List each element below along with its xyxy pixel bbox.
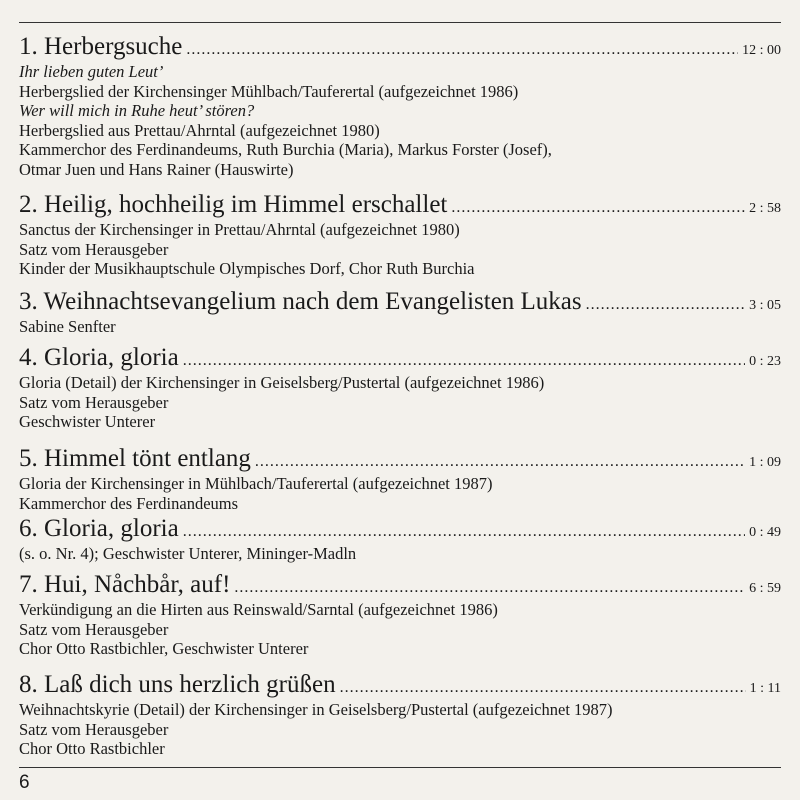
track-title-line <box>19 190 781 220</box>
track-duration: 12 : 00 <box>742 43 781 58</box>
track-1 <box>19 32 781 179</box>
track-title-line <box>19 514 781 544</box>
dot-leader <box>451 199 745 217</box>
track-title: 8. Laß dich uns herzlich grüßen <box>19 671 336 698</box>
track-detail-line: Sabine Senfter <box>19 317 116 336</box>
track-detail-line: Geschwister Unterer <box>19 412 156 431</box>
track-detail-line: Weihnachtskyrie (Detail) der Kirchensinger in Geiselsberg/Pustertal (aufgezeichnet 1987) <box>19 700 613 719</box>
track-detail-line: Otmar Juen und Hans Rainer (Hauswirte) <box>19 159 294 179</box>
track-8 <box>19 670 781 759</box>
page-number: 6 <box>19 772 30 793</box>
track-detail-line: Herbergslied der Kirchensinger Mühlbach/Tauferertal (aufgezeichnet 1986) <box>19 81 519 101</box>
track-6 <box>19 514 781 564</box>
track-title: 1. Herbergsuche <box>19 33 183 60</box>
song-incipit: Ihr lieben guten Leut’ <box>19 62 164 81</box>
track-duration: 0 : 23 <box>749 354 781 369</box>
track-title-line <box>19 287 781 317</box>
dot-leader <box>183 352 745 370</box>
track-title: 6. Gloria, gloria <box>19 515 179 542</box>
dot-leader <box>234 579 745 597</box>
track-2 <box>19 190 781 279</box>
track-3 <box>19 287 781 337</box>
track-detail-line: Satz vom Herausgeber <box>19 392 169 412</box>
track-detail-line: Gloria (Detail) der Kirchensinger in Geiselsberg/Pustertal (aufgezeichnet 1986) <box>19 373 545 392</box>
track-detail-line: Kinder der Musikhauptschule Olympisches Dorf, Chor Ruth Burchia <box>19 259 475 278</box>
track-detail-line: Verkündigung an die Hirten aus Reinswald/Sarntal (aufgezeichnet 1986) <box>19 600 498 619</box>
track-title-line <box>19 343 781 373</box>
track-duration: 0 : 49 <box>749 525 781 540</box>
track-title: 3. Weihnachtsevangelium nach dem Evangelisten Lukas <box>19 288 582 315</box>
song-incipit: Wer will mich in Ruhe heut’ stören? <box>19 101 255 120</box>
track-detail-line: Kammerchor des Ferdinandeums, Ruth Burchia (Maria), Markus Forster (Josef), <box>19 140 552 159</box>
dot-leader <box>186 41 738 59</box>
track-duration: 1 : 11 <box>749 681 781 696</box>
track-detail-line: Satz vom Herausgeber <box>19 719 169 739</box>
track-detail-line: Kammerchor des Ferdinandeums <box>19 493 239 513</box>
dot-leader <box>183 523 745 541</box>
dot-leader <box>340 679 746 697</box>
track-title-line <box>19 670 781 700</box>
track-5 <box>19 444 781 513</box>
track-4 <box>19 343 781 432</box>
track-title: 2. Heilig, hochheilig im Himmel erschallet <box>19 191 448 218</box>
track-duration: 6 : 59 <box>749 581 781 596</box>
top-rule <box>19 22 781 23</box>
track-7 <box>19 570 781 659</box>
dot-leader <box>255 453 745 471</box>
track-detail-line: Herbergslied aus Prettau/Ahrntal (aufgezeichnet 1980) <box>19 120 380 140</box>
track-duration: 1 : 09 <box>749 455 781 470</box>
track-detail-line: Sanctus der Kirchensinger in Prettau/Ahrntal (aufgezeichnet 1980) <box>19 220 460 239</box>
track-title-line <box>19 570 781 600</box>
track-title: 4. Gloria, gloria <box>19 344 179 371</box>
dot-leader <box>586 296 745 314</box>
track-detail-line: Satz vom Herausgeber <box>19 619 169 639</box>
track-detail-line: Gloria der Kirchensinger in Mühlbach/Tauferertal (aufgezeichnet 1987) <box>19 474 493 493</box>
track-title-line <box>19 32 781 62</box>
track-title: 7. Hui, Nåchbår, auf! <box>19 571 231 598</box>
track-detail-line: Chor Otto Rastbichler <box>19 739 165 758</box>
track-title-line <box>19 444 781 474</box>
bottom-rule <box>19 767 781 768</box>
track-duration: 3 : 05 <box>749 298 781 313</box>
track-detail-line: (s. o. Nr. 4); Geschwister Unterer, Mininger-Madln <box>19 544 357 563</box>
track-duration: 2 : 58 <box>749 201 781 216</box>
track-detail-line: Chor Otto Rastbichler, Geschwister Unterer <box>19 639 309 658</box>
track-detail-line: Satz vom Herausgeber <box>19 239 169 259</box>
track-title: 5. Himmel tönt entlang <box>19 445 251 472</box>
